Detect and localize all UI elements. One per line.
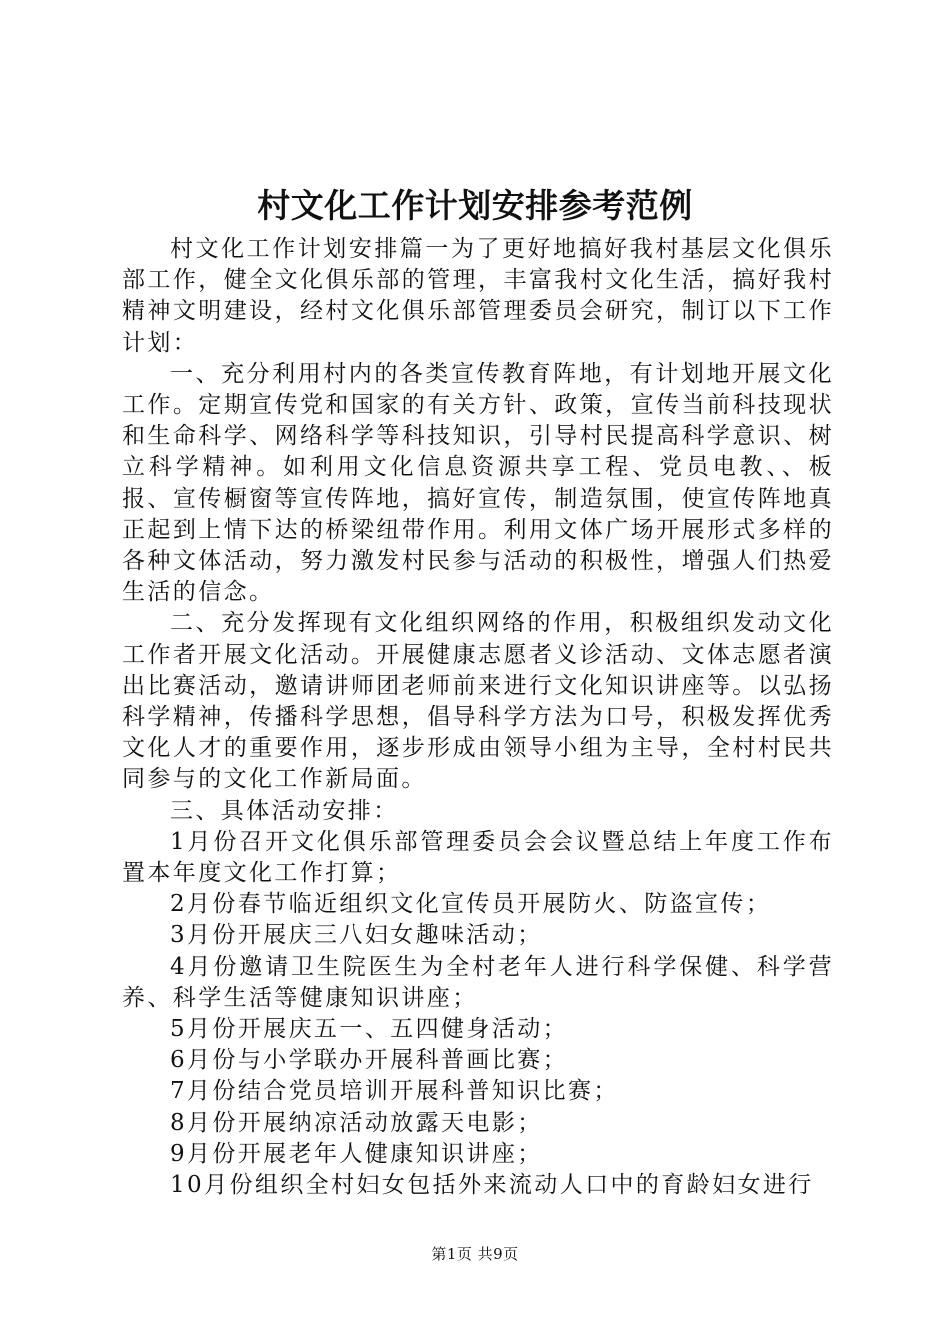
list-item-october: 10月份组织全村妇女包括外来流动人口中的育龄妇女进行: [170, 1172, 814, 1199]
list-item-july: 7月份结合党员培训开展科普知识比赛；: [170, 1078, 619, 1105]
list-item-january: 1月份召开文化俱乐部管理委员会会议暨总结上年度工作布置本年度文化工作打算；: [122, 828, 834, 887]
paragraph-section-1: 一、充分利用村内的各类宣传教育阵地，有计划地开展文化工作。定期宣传党和国家的有关方针、政策，宣传当前科技现状和生命科学、网络科学等科技知识，引导村民提高科学意识、树立科学精神。如利用文化信息资源共享工程、党员电教、、板报、宣传橱窗等宣传阵地，搞好宣传，制造氛围，使宣传阵地真正起到上情下达的桥梁纽带作用。利用文体广场开展形式多样的各种文体活动，努力激发村民参与活动的积极性，增强人们热爱生活的信念。: [122, 360, 834, 606]
document-title: 村文化工作计划安排参考范例: [257, 186, 693, 225]
page-number-footer: 第1页 共9页: [431, 1245, 519, 1263]
paragraph-section-3-heading: 三、具体活动安排：: [170, 797, 399, 824]
list-item-august: 8月份开展纳凉活动放露天电影；: [170, 1109, 543, 1136]
list-item-april: 4月份邀请卫生院医生为全村老年人进行科学保健、科学营养、科学生活等健康知识讲座；: [122, 953, 834, 1011]
list-item-may: 5月份开展庆五一、五四健身活动；: [170, 1016, 569, 1043]
document-body: [122, 234, 834, 1201]
list-item-june: 6月份与小学联办开展科普画比赛；: [170, 1047, 569, 1074]
list-item-march: 3月份开展庆三八妇女趣味活动；: [170, 922, 543, 949]
paragraph-section-2: 二、充分发挥现有文化组织网络的作用，积极组织发动文化工作者开展文化活动。开展健康志愿者义诊活动、文体志愿者演出比赛活动，邀请讲师团老师前来进行文化知识讲座等。以弘扬科学精神，传播科学思想，倡导科学方法为口号，积极发挥优秀文化人才的重要作用，逐步形成由领导小组为主导，全村村民共同参与的文化工作新局面。: [122, 610, 834, 793]
list-item-february: 2月份春节临近组织文化宣传员开展防火、防盗宣传；: [170, 891, 772, 918]
paragraph-intro: 村文化工作计划安排篇一为了更好地搞好我村基层文化俱乐部工作，健全文化俱乐部的管理，丰富我村文化生活，搞好我村精神文明建设，经村文化俱乐部管理委员会研究，制订以下工作计划：: [122, 236, 834, 356]
list-item-september: 9月份开展老年人健康知识讲座；: [170, 1140, 543, 1167]
